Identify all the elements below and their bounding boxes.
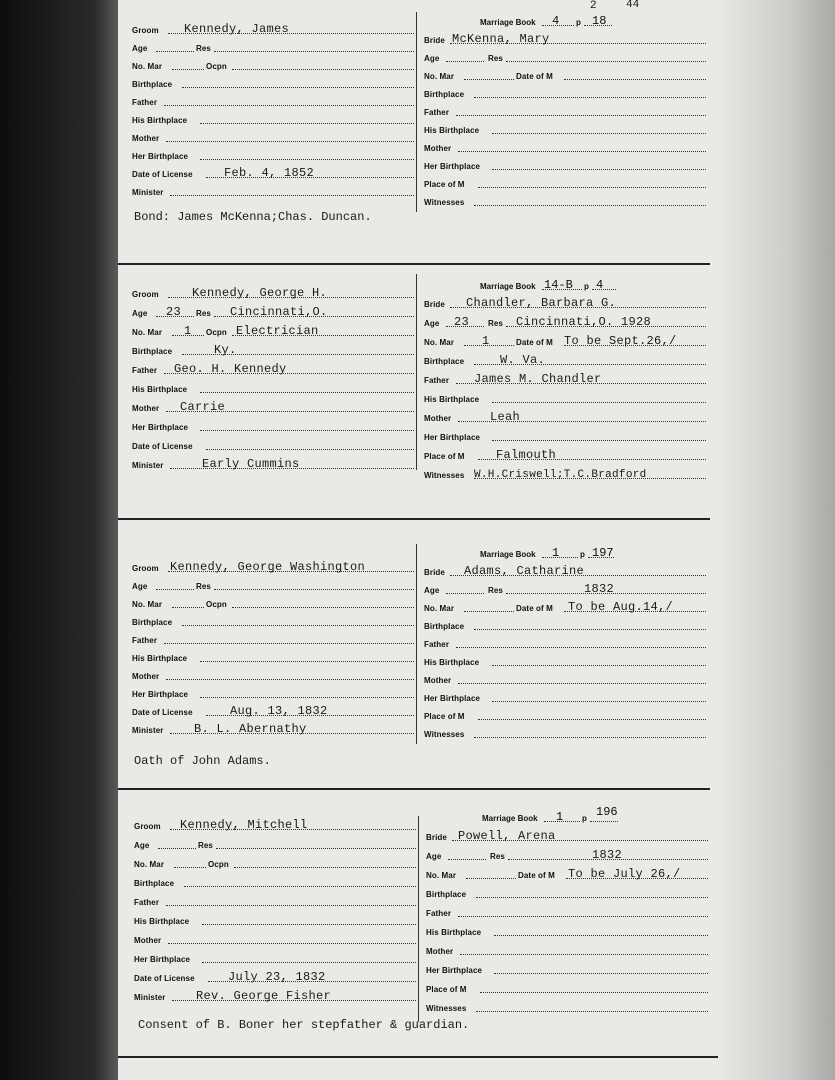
groom-birthplace-row: Birthplace <box>132 74 414 91</box>
groom-her-birthplace-row: Her Birthplace <box>132 146 414 163</box>
scan-left-margin <box>0 0 118 1080</box>
groom-name: Kennedy, Mitchell <box>180 818 308 832</box>
corner-number-2: 44 <box>626 0 640 11</box>
marriage-card-1: Groom Kennedy, James Age Res No. Mar Ocpn Birthplace Father His Birthplace Mother Her Birthplace Date of License Feb. 4, 1852 Minister Bond: James McKenna;Chas. Duncan. Marriage Book 4 p 18 Bride McKenna, Mary Age Res No. Mar Date of M Birthplace Father His Birthplace Mother Her Birthplace Place of M Witnesses <box>118 0 835 262</box>
marriage-card-4: Groom Kennedy, Mitchell Age Res No. Mar Ocpn Birthplace Father His Birthplace Mother Her Birthplace Date of License July 23, 1832 Minister Rev. George Fisher Consent of B. Boner her stepfather & guardian. Marriage Book 1 p 196 Bride Powell, Arena Age Res 1832 No. Mar Date of M To be July 26,/ Birthplace Father His Birthplace Mother Her Birthplace Place of M Witnesses <box>118 794 835 1080</box>
bride-name: Powell, Arena <box>458 829 556 843</box>
groom-name: Kennedy, George Washington <box>170 560 366 574</box>
card-note: Bond: James McKenna;Chas. Duncan. <box>134 210 372 224</box>
card-note: Oath of John Adams. <box>134 754 271 768</box>
groom-mother-row: Mother <box>132 128 414 145</box>
groom-name: Kennedy, James <box>184 22 290 36</box>
card-divider-vertical <box>416 12 417 212</box>
book-page: 18 <box>592 14 607 28</box>
groom-minister-row: Minister <box>132 182 414 199</box>
marriage-book-row: Marriage Book 4 p 18 <box>424 12 706 29</box>
bride-name: Adams, Catharine <box>464 564 585 578</box>
card-separator <box>118 788 710 790</box>
license-date: Feb. 4, 1852 <box>224 166 315 180</box>
corner-number: 2 <box>590 0 597 12</box>
bride-row: Bride McKenna, Mary <box>424 30 706 47</box>
record-sheet <box>118 0 835 1080</box>
marriage-card-3: Groom Kennedy, George Washington Age Res No. Mar Ocpn Birthplace Father His Birthplace Mother Her Birthplace Date of License Aug. 13, 1832 Minister B. L. Abernathy Oath of John Adams. Marriage Book 1 p 197 Bride Adams, Catharine Age Res 1832 No. Mar Date of M To be Aug.14,/ Birthplace Father His Birthplace Mother Her Birthplace Place of M Witnesses <box>118 524 835 784</box>
groom-nomar-row: No. Mar Ocpn <box>132 56 414 73</box>
card-separator <box>118 1056 718 1058</box>
bride-name: McKenna, Mary <box>452 32 550 46</box>
groom-his-birthplace-row: His Birthplace <box>132 110 414 127</box>
groom-row <box>132 20 414 37</box>
groom-age-row: Age Res <box>132 38 414 55</box>
groom-license-row: Date of License Feb. 4, 1852 <box>132 164 414 181</box>
card-separator <box>118 263 710 265</box>
groom-label: Groom <box>132 26 159 35</box>
groom-name: Kennedy, George H. <box>192 286 328 300</box>
card-separator <box>118 518 710 520</box>
bride-name: Chandler, Barbara G. <box>466 296 617 310</box>
book-number: 4 <box>552 14 560 28</box>
card-note: Consent of B. Boner her stepfather & guardian. <box>138 1018 470 1032</box>
groom-father-row: Father <box>132 92 414 109</box>
marriage-card-2: Groom Kennedy, George H. Age 23 Res Cincinnati,O. No. Mar 1 Ocpn Electrician Birthplace Ky. Father Geo. H. Kennedy His Birthplace Mother Carrie Her Birthplace Date of License Minister Early Cummins Marriage Book 14-B p 4 Bride Chandler, Barbara G. Age 23 Res Cincinnati,O. 1928 No. Mar 1 Date of M To be Sept.26,/ Birthplace W. Va. Father James M. Chandler His Birthplace Mother Leah Her Birthplace Place of M Falmouth Witnesses W.H.Criswell;T.C.Bradford <box>118 268 835 518</box>
